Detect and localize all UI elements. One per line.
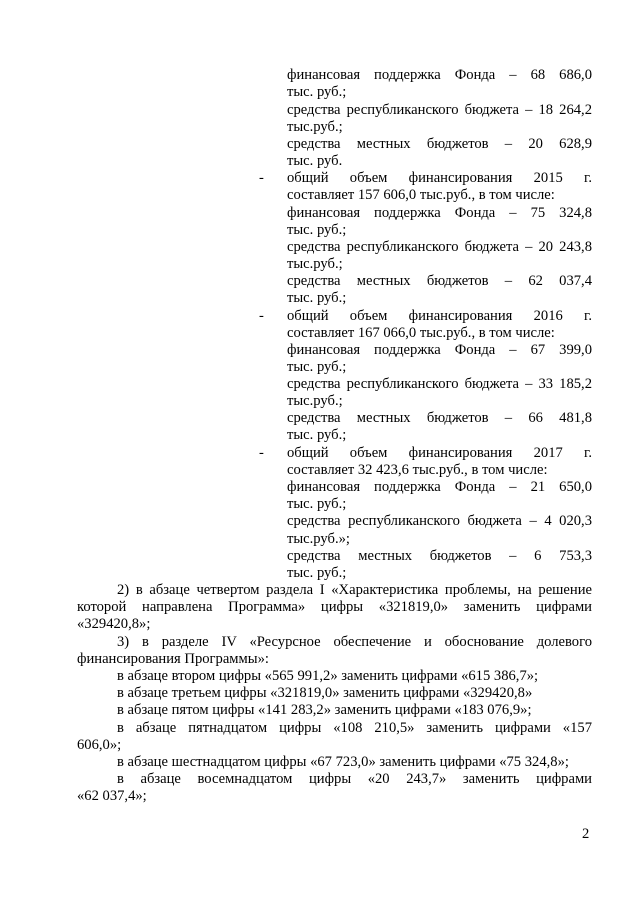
bullet-dash: - bbox=[259, 308, 264, 324]
list-line: тыс. руб.; bbox=[287, 290, 347, 306]
list-line: средства местных бюджетов – 6 753,3 bbox=[287, 548, 592, 564]
list-line: тыс.руб.; bbox=[287, 119, 343, 135]
list-line: тыс.руб.»; bbox=[287, 531, 350, 547]
list-line: тыс. руб. bbox=[287, 153, 343, 169]
list-line: средства местных бюджетов – 66 481,8 bbox=[287, 410, 592, 426]
body-line: 3) в разделе IV «Ресурсное обеспечение и обоснование долевого bbox=[117, 634, 592, 650]
body-line: 606,0»; bbox=[77, 737, 122, 753]
list-line: составляет 32 423,6 тыс.руб., в том числе: bbox=[287, 462, 548, 478]
list-line: тыс. руб.; bbox=[287, 84, 347, 100]
list-line: тыс. руб.; bbox=[287, 427, 347, 443]
list-line: общий объем финансирования 2015 г. bbox=[287, 170, 592, 186]
body-line: в абзаце втором цифры «565 991,2» заменить цифрами «615 386,7»; bbox=[117, 668, 539, 684]
list-line: средства республиканского бюджета – 4 020,3 bbox=[287, 513, 592, 529]
list-line: составляет 167 066,0 тыс.руб., в том числе: bbox=[287, 325, 555, 341]
body-line: в абзаце восемнадцатом цифры «20 243,7» заменить цифрами bbox=[117, 771, 592, 787]
list-line: средства местных бюджетов – 62 037,4 bbox=[287, 273, 592, 289]
list-line: финансовая поддержка Фонда – 68 686,0 bbox=[287, 67, 592, 83]
list-line: тыс.руб.; bbox=[287, 256, 343, 272]
list-line: тыс.руб.; bbox=[287, 393, 343, 409]
list-line: финансовая поддержка Фонда – 67 399,0 bbox=[287, 342, 592, 358]
body-line: в абзаце шестнадцатом цифры «67 723,0» заменить цифрами «75 324,8»; bbox=[117, 754, 569, 770]
list-line: составляет 157 606,0 тыс.руб., в том числе: bbox=[287, 187, 555, 203]
list-line: средства республиканского бюджета – 33 185,2 bbox=[287, 376, 592, 392]
body-line: финансирования Программы»: bbox=[77, 651, 269, 667]
list-line: средства республиканского бюджета – 20 243,8 bbox=[287, 239, 592, 255]
body-line: которой направлена Программа» цифры «321819,0» заменить цифрами bbox=[77, 599, 592, 615]
body-line: в абзаце третьем цифры «321819,0» заменить цифрами «329420,8» bbox=[117, 685, 533, 701]
body-line: в абзаце пятнадцатом цифры «108 210,5» заменить цифрами «157 bbox=[117, 720, 592, 736]
body-line: 2) в абзаце четвертом раздела I «Характеристика проблемы, на решение bbox=[117, 582, 592, 598]
list-line: средства республиканского бюджета – 18 264,2 bbox=[287, 102, 592, 118]
list-line: общий объем финансирования 2016 г. bbox=[287, 308, 592, 324]
list-line: финансовая поддержка Фонда – 75 324,8 bbox=[287, 205, 592, 221]
bullet-dash: - bbox=[259, 445, 264, 461]
list-line: финансовая поддержка Фонда – 21 650,0 bbox=[287, 479, 592, 495]
list-line: тыс. руб.; bbox=[287, 565, 347, 581]
list-line: общий объем финансирования 2017 г. bbox=[287, 445, 592, 461]
list-line: средства местных бюджетов – 20 628,9 bbox=[287, 136, 592, 152]
list-line: тыс. руб.; bbox=[287, 496, 347, 512]
body-line: в абзаце пятом цифры «141 283,2» заменить цифрами «183 076,9»; bbox=[117, 702, 532, 718]
list-line: тыс. руб.; bbox=[287, 222, 347, 238]
body-line: «62 037,4»; bbox=[77, 788, 147, 804]
list-line: тыс. руб.; bbox=[287, 359, 347, 375]
body-line: «329420,8»; bbox=[77, 616, 151, 632]
page-number: 2 bbox=[582, 826, 590, 842]
bullet-dash: - bbox=[259, 170, 264, 186]
